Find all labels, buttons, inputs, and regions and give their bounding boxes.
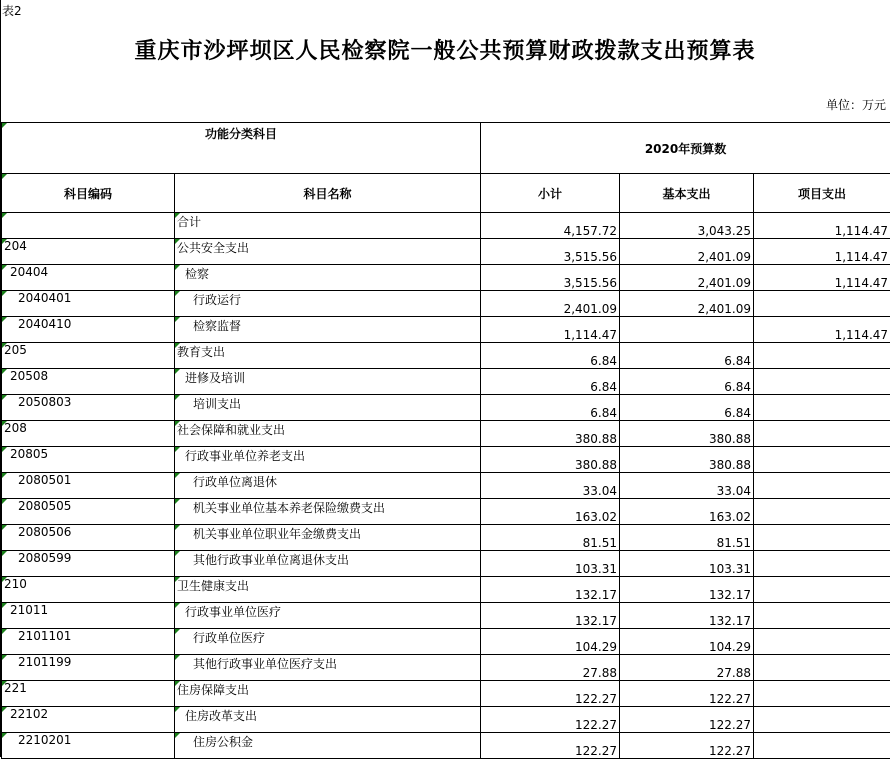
cell-basic[interactable]: 122.27 [620,733,754,759]
cell-name[interactable]: 行政事业单位医疗 [175,603,481,629]
cell-code[interactable]: 20508 [2,369,175,395]
header-row-group [2,123,890,174]
cell-basic[interactable] [620,317,754,343]
cell-basic[interactable]: 104.29 [620,629,754,655]
cell-subtotal[interactable]: 3,515.56 [481,239,620,265]
cell-basic[interactable]: 6.84 [620,395,754,421]
cell-subtotal[interactable]: 6.84 [481,343,620,369]
table-row [2,213,890,239]
table-row [2,525,890,551]
cell-project[interactable]: 1,114.47 [754,317,890,343]
cell-code[interactable]: 208 [2,421,175,447]
cell-basic[interactable]: 2,401.09 [620,239,754,265]
cell-name[interactable]: 住房保障支出 [175,681,481,707]
func-category-header[interactable]: 功能分类科目 [2,123,481,174]
cell-name[interactable]: 检察 [175,265,481,291]
budget-table [1,122,890,759]
cell-subtotal[interactable]: 163.02 [481,499,620,525]
cell-name[interactable]: 其他行政事业单位离退休支出 [175,551,481,577]
cell-basic[interactable]: 380.88 [620,447,754,473]
cell-code[interactable]: 2080506 [2,525,175,551]
cell-basic[interactable]: 122.27 [620,681,754,707]
cell-project[interactable] [754,421,890,447]
cell-basic[interactable]: 3,043.25 [620,213,754,239]
cell-code[interactable] [2,213,175,239]
table-row [2,369,890,395]
budget-year-header[interactable]: 2020年预算数 [481,123,890,174]
cell-name[interactable]: 行政运行 [175,291,481,317]
cell-project[interactable] [754,343,890,369]
cell-project[interactable]: 1,114.47 [754,213,890,239]
table-row [2,239,890,265]
unit-label: 单位：万元 [826,96,886,113]
cell-basic[interactable]: 81.51 [620,525,754,551]
cell-name[interactable]: 其他行政事业单位医疗支出 [175,655,481,681]
table-row [2,421,890,447]
table-row [2,291,890,317]
cell-code[interactable]: 205 [2,343,175,369]
cell-basic[interactable]: 33.04 [620,473,754,499]
cell-name[interactable]: 行政单位医疗 [175,629,481,655]
cell-project[interactable] [754,395,890,421]
table-row [2,629,890,655]
cell-project[interactable] [754,707,890,733]
cell-code[interactable]: 22102 [2,707,175,733]
cell-subtotal[interactable]: 2,401.09 [481,291,620,317]
cell-basic[interactable]: 103.31 [620,551,754,577]
cell-project[interactable] [754,291,890,317]
table-row [2,707,890,733]
cell-project[interactable] [754,499,890,525]
cell-project[interactable] [754,551,890,577]
table-row [2,473,890,499]
cell-code[interactable]: 210 [2,577,175,603]
cell-project[interactable] [754,655,890,681]
cell-code[interactable]: 2101199 [2,655,175,681]
cell-project[interactable] [754,681,890,707]
cell-code[interactable]: 204 [2,239,175,265]
cell-name[interactable]: 公共安全支出 [175,239,481,265]
cell-subtotal[interactable]: 27.88 [481,655,620,681]
cell-code[interactable]: 2080501 [2,473,175,499]
cell-subtotal[interactable]: 33.04 [481,473,620,499]
cell-subtotal[interactable]: 81.51 [481,525,620,551]
table-row [2,395,890,421]
col-header-name[interactable]: 科目名称 [175,174,481,213]
table-row [2,265,890,291]
cell-basic[interactable]: 27.88 [620,655,754,681]
cell-basic[interactable]: 132.17 [620,603,754,629]
cell-name[interactable]: 住房公积金 [175,733,481,759]
table-row [2,551,890,577]
cell-code[interactable]: 2080505 [2,499,175,525]
cell-code[interactable]: 2080599 [2,551,175,577]
cell-name[interactable]: 住房改革支出 [175,707,481,733]
cell-project[interactable] [754,525,890,551]
cell-name[interactable]: 进修及培训 [175,369,481,395]
cell-name[interactable]: 合计 [175,213,481,239]
table-row [2,603,890,629]
cell-code[interactable]: 2040401 [2,291,175,317]
cell-name[interactable]: 卫生健康支出 [175,577,481,603]
cell-basic[interactable]: 2,401.09 [620,291,754,317]
cell-basic[interactable]: 380.88 [620,421,754,447]
cell-subtotal[interactable]: 380.88 [481,447,620,473]
cell-name[interactable]: 培训支出 [175,395,481,421]
cell-basic[interactable]: 6.84 [620,369,754,395]
cell-name[interactable]: 机关事业单位基本养老保险缴费支出 [175,499,481,525]
cell-basic[interactable]: 132.17 [620,577,754,603]
table-row [2,733,890,759]
cell-basic[interactable]: 163.02 [620,499,754,525]
cell-code[interactable]: 20805 [2,447,175,473]
cell-subtotal[interactable]: 122.27 [481,707,620,733]
cell-code[interactable]: 2050803 [2,395,175,421]
header-row-columns [2,174,890,213]
cell-code[interactable]: 2040410 [2,317,175,343]
cell-subtotal[interactable]: 1,114.47 [481,317,620,343]
sheet-label: 表2 [2,2,22,19]
cell-subtotal[interactable]: 3,515.56 [481,265,620,291]
col-header-project[interactable]: 项目支出 [754,174,890,213]
col-header-subtotal[interactable]: 小计 [481,174,620,213]
cell-name[interactable]: 机关事业单位职业年金缴费支出 [175,525,481,551]
table-row [2,577,890,603]
cell-name[interactable]: 行政事业单位养老支出 [175,447,481,473]
cell-subtotal[interactable]: 132.17 [481,603,620,629]
cell-name[interactable]: 行政单位离退休 [175,473,481,499]
page-title: 重庆市沙坪坝区人民检察院一般公共预算财政拨款支出预算表 [0,34,890,65]
table-row [2,681,890,707]
cell-name[interactable]: 教育支出 [175,343,481,369]
table-row [2,499,890,525]
table-row [2,343,890,369]
table-row [2,447,890,473]
cell-basic[interactable]: 122.27 [620,707,754,733]
cell-basic[interactable]: 2,401.09 [620,265,754,291]
cell-code[interactable]: 2101101 [2,629,175,655]
cell-basic[interactable]: 6.84 [620,343,754,369]
cell-subtotal[interactable]: 103.31 [481,551,620,577]
table-row [2,317,890,343]
cell-subtotal[interactable]: 4,157.72 [481,213,620,239]
cell-code[interactable]: 221 [2,681,175,707]
table-row [2,655,890,681]
cell-project[interactable] [754,603,890,629]
cell-name[interactable]: 检察监督 [175,317,481,343]
cell-project[interactable]: 1,114.47 [754,239,890,265]
cell-project[interactable] [754,369,890,395]
cell-subtotal[interactable]: 104.29 [481,629,620,655]
cell-project[interactable] [754,473,890,499]
cell-subtotal[interactable]: 6.84 [481,395,620,421]
cell-subtotal[interactable]: 132.17 [481,577,620,603]
col-header-code[interactable]: 科目编码 [2,174,175,213]
cell-subtotal[interactable]: 380.88 [481,421,620,447]
cell-project[interactable]: 1,114.47 [754,265,890,291]
cell-code[interactable]: 2210201 [2,733,175,759]
col-header-basic[interactable]: 基本支出 [620,174,754,213]
cell-subtotal[interactable]: 6.84 [481,369,620,395]
cell-subtotal[interactable]: 122.27 [481,733,620,759]
cell-project[interactable] [754,733,890,759]
cell-project[interactable] [754,447,890,473]
cell-project[interactable] [754,577,890,603]
cell-code[interactable]: 21011 [2,603,175,629]
cell-project[interactable] [754,629,890,655]
cell-code[interactable]: 20404 [2,265,175,291]
cell-subtotal[interactable]: 122.27 [481,681,620,707]
cell-name[interactable]: 社会保障和就业支出 [175,421,481,447]
